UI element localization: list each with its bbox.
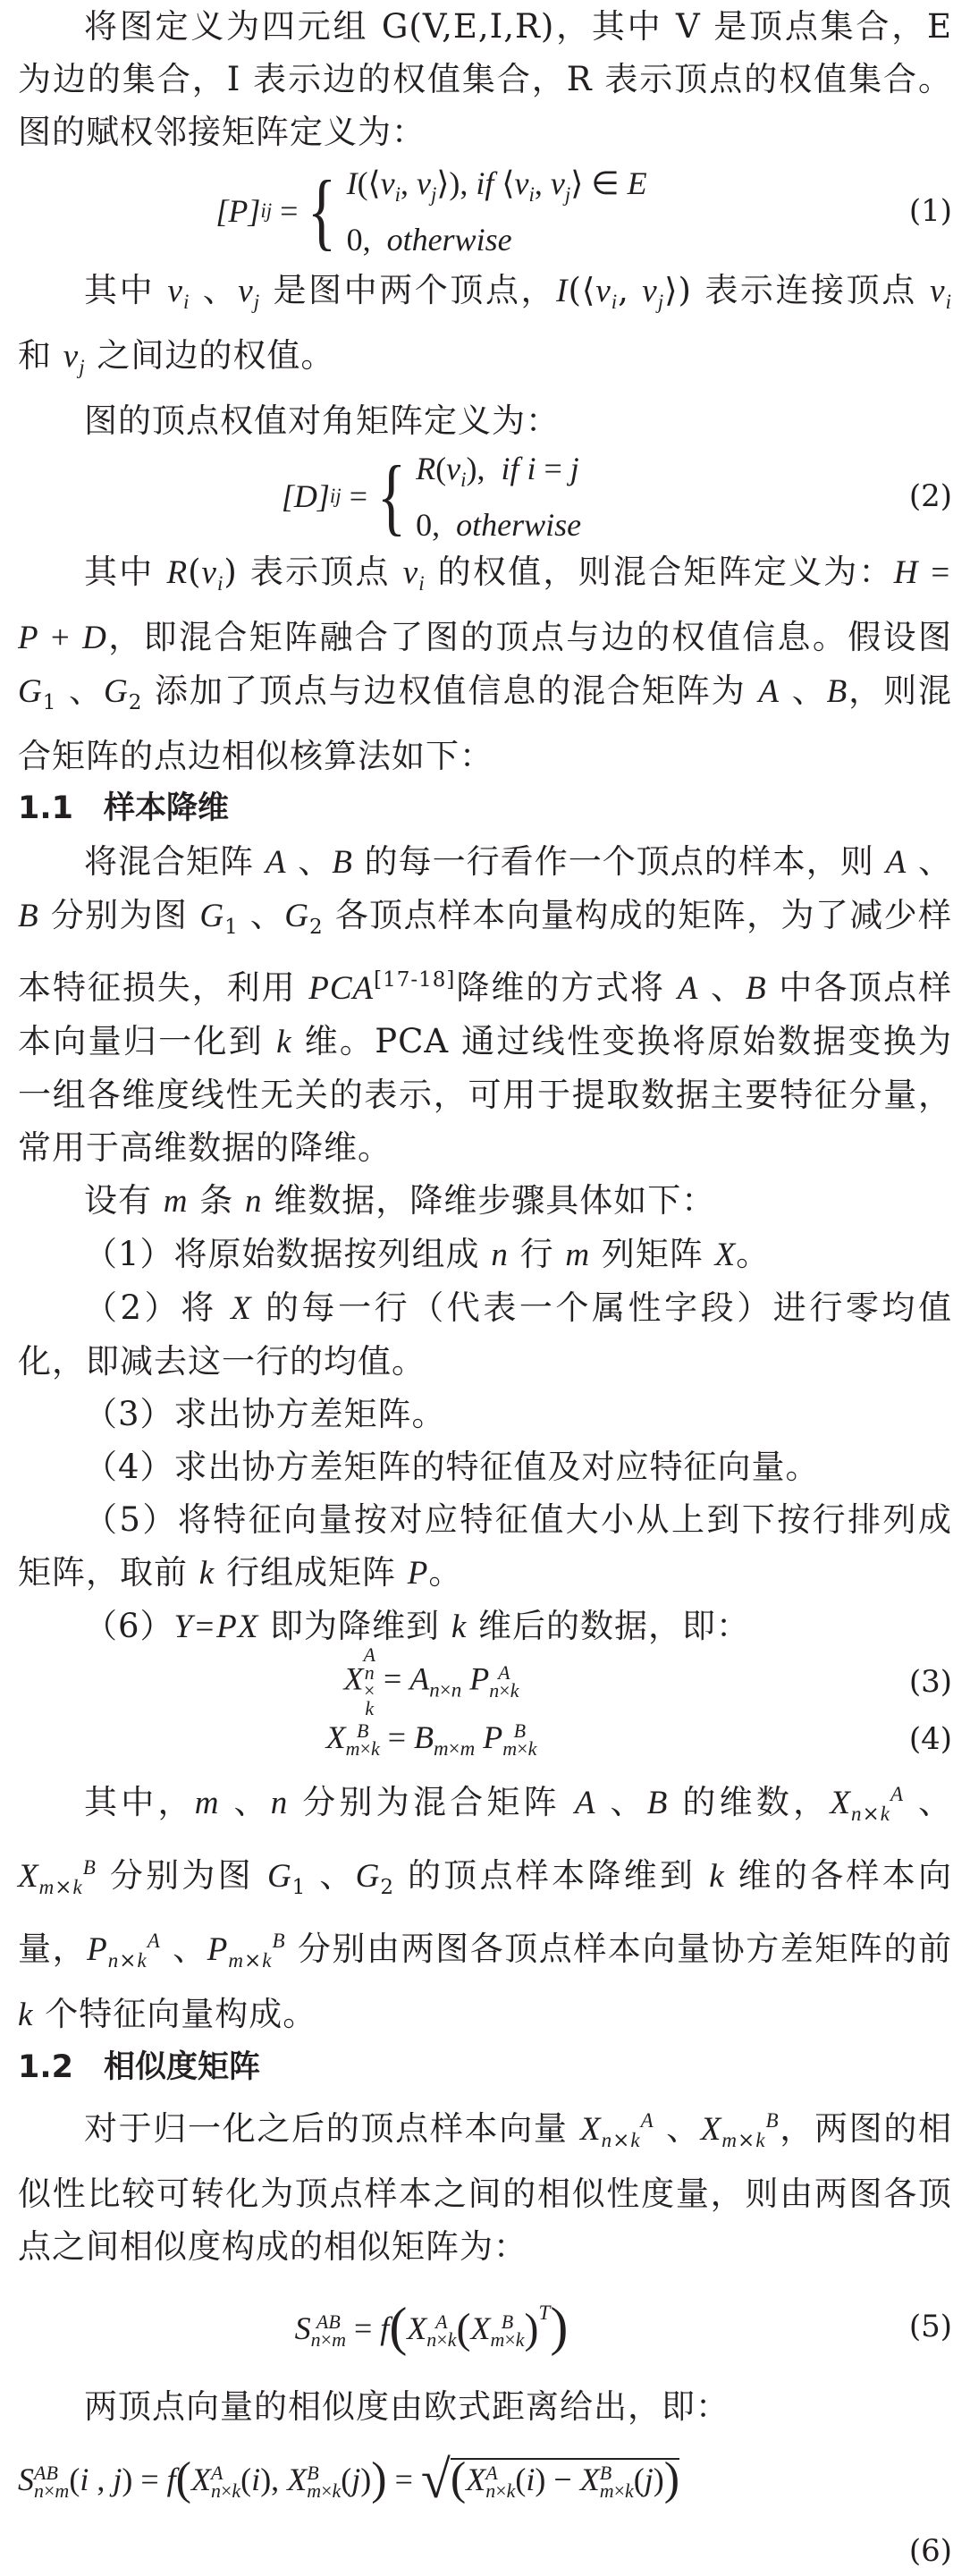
paragraph-mixed-matrix: 其中 $R(v_i)$ 表示顶点 $v_i$ 的权值，则混合矩阵定义为：H = P + D，即混合矩阵融合了图的顶点与边的权值信息。假设图 $G_1$ 、$G_2$ 添加了顶点与边权值信息的混合矩阵为 A 、B，则混合矩阵的点边相似核算法如下： [18, 553, 953, 775]
equation-3-body: X A n × k = $A_{n\times n}$ P A n×k [343, 1643, 519, 1719]
equation-2 [18, 447, 952, 545]
equation-1-body: [P] ij = { $I(⟨v_i$, $v_j⟩$), if $⟨v_i$, $v_j⟩$ ∈ E 0, otherwise [18, 161, 845, 262]
equation-5-body: S AB n×m = f(X A n×k (X B m×k )$^T$) [294, 2296, 569, 2356]
paragraph-sample-reduction: 将混合矩阵 A 、B 的每一行看作一个顶点的样本，则 A 、B 分别为图 $G_1$ 、$G_2$ 各顶点样本向量构成的矩阵，为了减少样本特征损失，利用 PCA[17-18]降维的方式将 A 、B 中各顶点样本向量归一化到 k 维。PCA 通过线性变换将原始数据变换为一组各维度线性无关的表示，可用于提取数据主要特征分量，常用于高维数据的降维。 [18, 842, 953, 1167]
step-5: （5）将特征向量按对应特征值大小从上到下按行排列成矩阵，取前 k 行组成矩阵 P。 [18, 1500, 952, 1592]
equation-6-number: (6) [908, 2533, 952, 2569]
paragraph-graph-definition [18, 0, 952, 158]
equation-4 [18, 1710, 952, 1768]
eq2-lhs: [D] [281, 478, 330, 514]
eq2-case-2: 0, otherwise [416, 506, 582, 543]
equation-1-number: (1) [908, 193, 952, 229]
equation-2-number: (2) [908, 478, 952, 514]
equation-5-number: (5) [908, 2309, 952, 2344]
equation-4-number: (4) [908, 1721, 952, 1757]
equation-2-body: [D] ij = { $R(v_i)$, if i = j 0, otherwise [18, 446, 845, 547]
step-6: （6）Y=PX 即为降维到 k 维后的数据，即： [84, 1607, 751, 1645]
equation-6-body: S AB n×m (i , j) = f(X A n×k (i), X B m×k (j)) = √(X A n×k (i) − X B m×k (j)) [18, 2449, 680, 2509]
eq1-case-2: 0, otherwise [346, 221, 512, 258]
paragraph-diagonal-matrix: 图的顶点权值对角矩阵定义为： [84, 401, 560, 440]
step-4: （4）求出协方差矩阵的特征值及对应特征向量。 [84, 1448, 820, 1486]
equation-5 [18, 2273, 952, 2380]
equation-3 [18, 1643, 952, 1719]
step-1: （1）将原始数据按列组成 n 行 m 列矩阵 X。 [84, 1235, 771, 1273]
eq1-lhs-sub: ij [260, 199, 273, 222]
eq2-case-1: $R(v_i)$, if i = j [416, 450, 579, 491]
paragraph-dimension-explanation: 其中，m 、n 分别为混合矩阵 A 、B 的维数，$X_{n\times k}^A$ 、$X_{m\times k}^B$ 分别为图 $G_1$ 、$G_2$ 的顶点样本降维到 k 维的各样本向量，$P_{n\times k}^A$ 、$P_{m\times k}^B$ 分别由两图各顶点样本向量协方差矩阵的前 k 个特征向量构成。 [18, 1783, 953, 2033]
text: 将图定义为四元组 G(V,E,I,R)，其中 V 是顶点集合，E 为边的集合，I 表示边的权值集合，R 表示顶点的权值集合。图的赋权邻接矩阵定义为： [18, 7, 952, 151]
section-heading-1-1: 1.1 样本降维 [18, 790, 230, 826]
equation-1 [18, 158, 952, 264]
section-heading-1-2: 1.2 相似度矩阵 [18, 2049, 261, 2085]
paragraph-euclidean: 两顶点向量的相似度由欧式距离给出，即： [84, 2387, 730, 2426]
eq1-brace: { [308, 163, 337, 258]
paragraph-steps-intro: 设有 m 条 n 维数据，降维步骤具体如下： [84, 1181, 716, 1220]
eq1-lhs: [P] [215, 193, 261, 229]
equation-6 [18, 2433, 952, 2526]
step-3: （3）求出协方差矩阵。 [84, 1395, 446, 1433]
eq1-case-1: $I(⟨v_i$, $v_j⟩$), if $⟨v_i$, $v_j⟩$ ∈ E [346, 165, 647, 206]
eq2-lhs-sub: ij [329, 485, 342, 507]
eq2-brace: { [376, 448, 407, 544]
paragraph-vertex-explanation: 其中 $v_i$ 、$v_j$ 是图中两个顶点，$I(⟨v_i$, $v_j⟩$) 表示连接顶点 $v_i$ 和 $v_j$ 之间边的权值。 [18, 271, 952, 378]
paragraph-similarity-matrix: 对于归一化之后的顶点样本向量 $X_{n\times k}^A$ 、$X_{m\times k}^B$，两图的相似性比较可转化为顶点样本之间的相似性度量，则由两图各顶点之间相似度构成的相似矩阵为： [18, 2109, 953, 2266]
step-2: （2）将 X 的每一行（代表一个属性字段）进行零均值化，即减去这一行的均值。 [18, 1288, 952, 1381]
equation-3-number: (3) [908, 1664, 952, 1700]
equation-4-body: X B m×k = $B_{m\times m}$ P B m×k [325, 1719, 537, 1761]
